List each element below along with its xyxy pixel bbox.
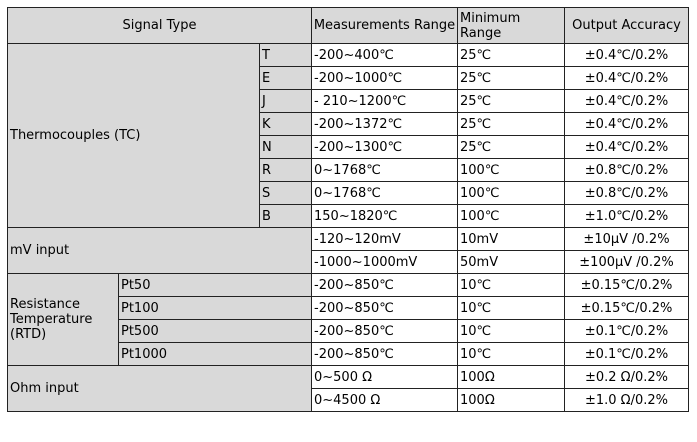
sensor-type: R — [260, 159, 312, 182]
accuracy-cell: ±0.4℃/0.2% — [565, 113, 689, 136]
sensor-type: N — [260, 136, 312, 159]
header-signal-type: Signal Type — [8, 8, 312, 44]
min-range-cell: 25℃ — [458, 67, 565, 90]
min-range-cell: 25℃ — [458, 113, 565, 136]
accuracy-cell: ±1.0℃/0.2% — [565, 205, 689, 228]
range-cell: -200~850℃ — [312, 343, 458, 366]
accuracy-cell: ±0.8℃/0.2% — [565, 159, 689, 182]
accuracy-cell: ±0.4℃/0.2% — [565, 90, 689, 113]
min-range-cell: 10℃ — [458, 297, 565, 320]
min-range-cell: 10℃ — [458, 343, 565, 366]
min-range-cell: 25℃ — [458, 136, 565, 159]
accuracy-cell: ±0.15℃/0.2% — [565, 274, 689, 297]
sensor-type: Pt1000 — [119, 343, 312, 366]
range-cell: -200~1000℃ — [312, 67, 458, 90]
min-range-cell: 10mV — [458, 228, 565, 251]
table-row — [8, 274, 689, 297]
sensor-type: J — [260, 90, 312, 113]
group-label-rtd: Resistance Temperature (RTD) — [8, 274, 119, 366]
header-row — [8, 8, 689, 44]
header-measurements-range: Measurements Range — [312, 8, 458, 44]
header-minimum-range: Minimum Range — [458, 8, 565, 44]
accuracy-cell: ±1.0 Ω/0.2% — [565, 389, 689, 412]
table-row — [8, 228, 689, 251]
range-cell: -200~850℃ — [312, 320, 458, 343]
accuracy-cell: ±0.2 Ω/0.2% — [565, 366, 689, 389]
accuracy-cell: ±0.15℃/0.2% — [565, 297, 689, 320]
group-label-mv-input: mV input — [8, 228, 312, 274]
range-cell: -200~850℃ — [312, 297, 458, 320]
accuracy-cell: ±0.4℃/0.2% — [565, 136, 689, 159]
sensor-type: T — [260, 44, 312, 67]
min-range-cell: 100℃ — [458, 182, 565, 205]
signal-spec-table — [7, 7, 689, 412]
range-cell: -200~400℃ — [312, 44, 458, 67]
accuracy-cell: ±0.4℃/0.2% — [565, 44, 689, 67]
sensor-type: B — [260, 205, 312, 228]
table-row — [8, 366, 689, 389]
min-range-cell: 10℃ — [458, 274, 565, 297]
min-range-cell: 100℃ — [458, 205, 565, 228]
group-label-ohm-input: Ohm input — [8, 366, 312, 412]
min-range-cell: 25℃ — [458, 44, 565, 67]
range-cell: -200~1372℃ — [312, 113, 458, 136]
accuracy-cell: ±10μV /0.2% — [565, 228, 689, 251]
range-cell: 0~500 Ω — [312, 366, 458, 389]
min-range-cell: 100Ω — [458, 389, 565, 412]
sensor-type: S — [260, 182, 312, 205]
sensor-type: E — [260, 67, 312, 90]
min-range-cell: 50mV — [458, 251, 565, 274]
sensor-type: K — [260, 113, 312, 136]
min-range-cell: 10℃ — [458, 320, 565, 343]
accuracy-cell: ±100μV /0.2% — [565, 251, 689, 274]
range-cell: -200~850℃ — [312, 274, 458, 297]
sensor-type: Pt500 — [119, 320, 312, 343]
range-cell: -120~120mV — [312, 228, 458, 251]
accuracy-cell: ±0.1℃/0.2% — [565, 343, 689, 366]
accuracy-cell: ±0.1℃/0.2% — [565, 320, 689, 343]
range-cell: -200~1300℃ — [312, 136, 458, 159]
range-cell: 0~1768℃ — [312, 159, 458, 182]
range-cell: - 210~1200℃ — [312, 90, 458, 113]
min-range-cell: 25℃ — [458, 90, 565, 113]
group-label-thermocouples: Thermocouples (TC) — [8, 44, 260, 228]
range-cell: 0~4500 Ω — [312, 389, 458, 412]
table-row — [8, 44, 689, 67]
range-cell: -1000~1000mV — [312, 251, 458, 274]
min-range-cell: 100℃ — [458, 159, 565, 182]
sensor-type: Pt100 — [119, 297, 312, 320]
range-cell: 0~1768℃ — [312, 182, 458, 205]
range-cell: 150~1820℃ — [312, 205, 458, 228]
min-range-cell: 100Ω — [458, 366, 565, 389]
accuracy-cell: ±0.8℃/0.2% — [565, 182, 689, 205]
accuracy-cell: ±0.4℃/0.2% — [565, 67, 689, 90]
sensor-type: Pt50 — [119, 274, 312, 297]
header-output-accuracy: Output Accuracy — [565, 8, 689, 44]
